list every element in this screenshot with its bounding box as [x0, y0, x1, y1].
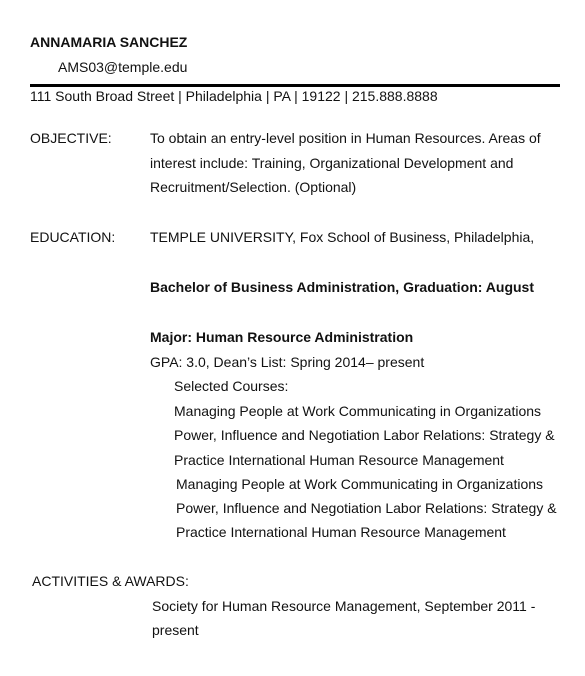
activity-line: present — [152, 622, 199, 638]
objective-line: To obtain an entry-level position in Human Resources. Areas of — [150, 130, 541, 146]
candidate-name: ANNAMARIA SANCHEZ — [30, 34, 188, 50]
course-line: Power, Influence and Negotiation Labor Relations: Strategy & — [174, 427, 555, 443]
course-line: Practice International Human Resource Management — [174, 452, 504, 468]
degree: Bachelor of Business Administration, Graduation: August — [150, 279, 534, 295]
objective-label: OBJECTIVE: — [30, 130, 112, 146]
email-address: AMS03@temple.edu — [58, 59, 188, 75]
course-line: Managing People at Work Communicating in Organizations — [174, 403, 542, 419]
education-label: EDUCATION: — [30, 229, 116, 245]
objective-line: interest include: Training, Organizational Development and — [150, 155, 514, 171]
activities-label: ACTIVITIES & AWARDS: — [32, 573, 189, 589]
activity-line: Society for Human Resource Management, September 2011 - — [152, 598, 536, 614]
objective-line: Recruitment/Selection. (Optional) — [150, 179, 357, 195]
contact-address: 111 South Broad Street | Philadelphia | PA | 19122 | 215.888.8888 — [30, 88, 438, 104]
course-line: Practice International Human Resource Management — [176, 524, 506, 540]
school-name: TEMPLE UNIVERSITY, Fox School of Business, Philadelphia, — [150, 229, 535, 245]
course-line: Managing People at Work Communicating in Organizations — [176, 476, 544, 492]
major: Major: Human Resource Administration — [150, 329, 414, 345]
course-line: Power, Influence and Negotiation Labor Relations: Strategy & — [176, 500, 557, 516]
courses-heading: Selected Courses: — [174, 378, 289, 394]
gpa: GPA: 3.0, Dean’s List: Spring 2014– present — [150, 354, 425, 370]
